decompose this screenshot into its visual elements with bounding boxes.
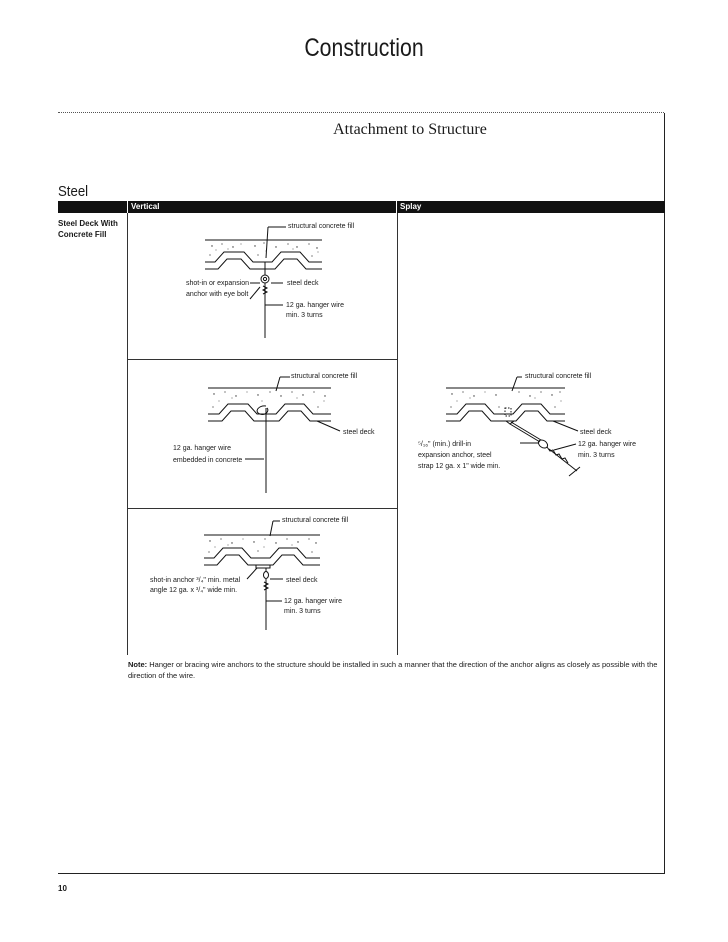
page-subtitle: Attachment to Structure xyxy=(333,121,487,138)
d2-fill-label: structural concrete fill xyxy=(291,373,358,380)
section-title: Steel xyxy=(58,183,89,200)
d2-wire-label-1: 12 ga. hanger wire xyxy=(173,445,231,452)
d1-wire-label-2: min. 3 turns xyxy=(286,312,323,319)
note-label: Note: xyxy=(128,660,148,669)
page-title: Construction xyxy=(304,34,424,62)
row-label-line-2: Concrete Fill xyxy=(58,230,107,239)
d1-anchor-label-2: anchor with eye bolt xyxy=(186,291,249,298)
d1-fill-label: structural concrete fill xyxy=(288,223,355,230)
note-text: Hanger or bracing wire anchors to the structure should be installed in such a manner that the direction of the anchor aligns as closely as possible with the direction of the wire. xyxy=(128,660,658,680)
d3-fill-label: structural concrete fill xyxy=(282,517,349,524)
row-label-line-1: Steel Deck With xyxy=(58,219,118,228)
d4-deck-label: steel deck xyxy=(580,429,612,436)
d3-wire-label-1: 12 ga. hanger wire xyxy=(284,598,342,605)
column-header-vertical: Vertical xyxy=(131,202,160,211)
d3-wire-label-2: min. 3 turns xyxy=(284,608,321,615)
note-paragraph xyxy=(128,659,660,681)
column-header-splay: Splay xyxy=(400,202,422,211)
d4-fill-label: structural concrete fill xyxy=(525,373,592,380)
d1-deck-label: steel deck xyxy=(287,280,319,287)
d4-anchor-label-1: ⁵/₁₆" (min.) drill-in xyxy=(418,441,471,448)
d2-deck-label: steel deck xyxy=(343,429,375,436)
d1-anchor-label-1: shot-in or expansion xyxy=(186,280,250,287)
d4-anchor-label-3: strap 12 ga. x 1" wide min. xyxy=(418,463,501,470)
d4-wire-label-2: min. 3 turns xyxy=(578,452,615,459)
d3-anchor-label-2: angle 12 ga. x ³/₄" wide min. xyxy=(150,587,238,594)
page-number: 10 xyxy=(58,884,67,893)
d2-wire-label-2: embedded in concrete xyxy=(173,457,243,464)
d3-deck-label: steel deck xyxy=(286,577,318,584)
d3-anchor-label-1: shot-in anchor ³/₄" min. metal xyxy=(150,577,241,584)
d4-anchor-label-2: expansion anchor, steel xyxy=(418,452,492,459)
d4-wire-label-1: 12 ga. hanger wire xyxy=(578,441,636,448)
d1-wire-label-1: 12 ga. hanger wire xyxy=(286,302,344,309)
